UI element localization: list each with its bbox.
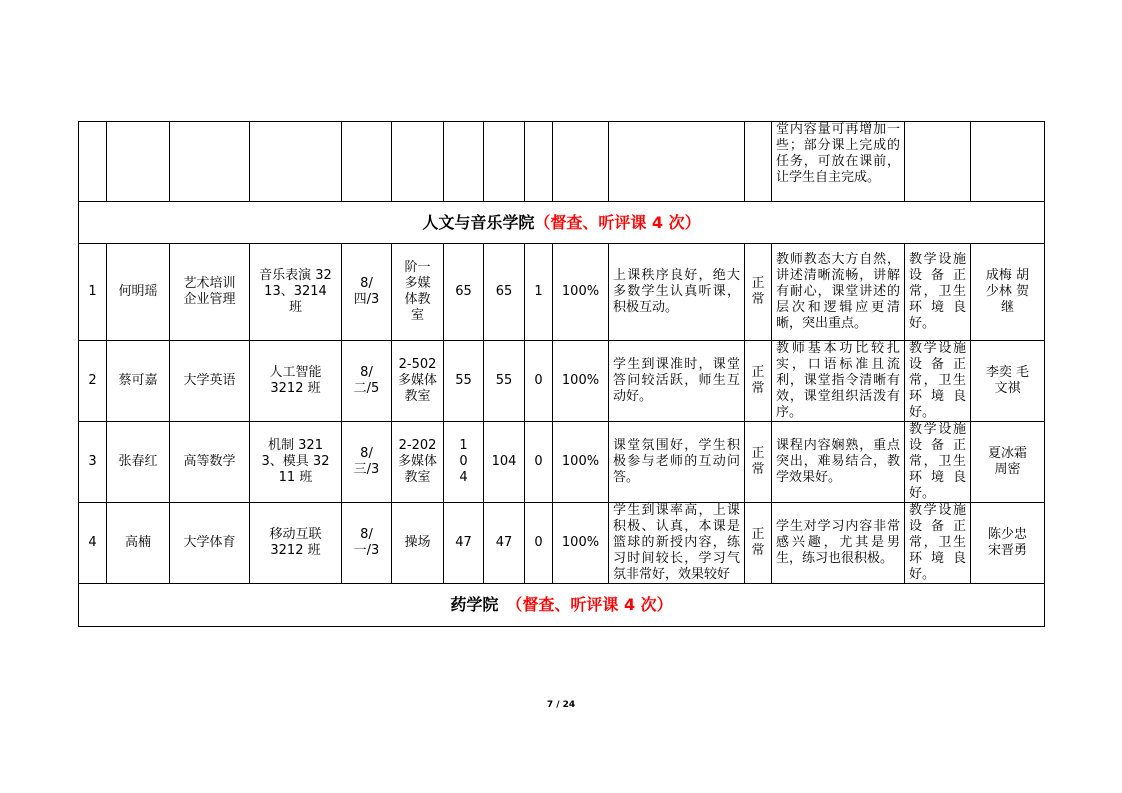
- table-row: [79, 341, 1045, 422]
- inspectors-cell: 李奕 毛文祺: [971, 341, 1045, 422]
- absent-count-cell: 0: [525, 422, 553, 503]
- class-order-cell: 学生到课准时，课堂答问较活跃，师生互动好。: [609, 341, 745, 422]
- attendance-rate-cell: 100%: [553, 244, 609, 341]
- row-number-cell: 3: [79, 422, 107, 503]
- section-title: 药学院: [450, 595, 499, 614]
- room-cell: 2-202多媒体教室: [392, 422, 444, 503]
- facility-cell: 教学设施设备正常，卫生环境良好。: [905, 341, 971, 422]
- expected-count-cell: 104: [444, 422, 484, 503]
- inspection-table: [78, 121, 1045, 627]
- absent-count-cell: 0: [525, 341, 553, 422]
- expected-count-cell: 55: [444, 341, 484, 422]
- room-cell: 操场: [392, 503, 444, 584]
- section-header-pharmacy: [79, 584, 1045, 627]
- teacher-cell: 蔡可嘉: [107, 341, 170, 422]
- actual-count-cell: 104: [484, 422, 525, 503]
- attendance-rate-cell: 100%: [553, 503, 609, 584]
- time-cell: 8/二/5: [342, 341, 392, 422]
- course-cell: 大学体育: [170, 503, 250, 584]
- inspectors-cell: 夏冰霜 周密: [971, 422, 1045, 503]
- evaluation-comment-cell: 学生对学习内容非常感兴趣，尤其是男生，练习也很积极。: [772, 503, 905, 584]
- inspectors-cell: 成梅 胡少林 贺继: [971, 244, 1045, 341]
- course-cell: 高等数学: [170, 422, 250, 503]
- class-cell: 机制 3213、模具 3211 班: [250, 422, 342, 503]
- class-cell: 音乐表演 3213、3214 班: [250, 244, 342, 341]
- time-cell: 8/三/3: [342, 422, 392, 503]
- actual-count-cell: 65: [484, 244, 525, 341]
- teacher-cell: 高楠: [107, 503, 170, 584]
- row-number-cell: 2: [79, 341, 107, 422]
- row-number-cell: 1: [79, 244, 107, 341]
- class-cell: 移动互联 3212 班: [250, 503, 342, 584]
- course-cell: 大学英语: [170, 341, 250, 422]
- time-cell: 8/一/3: [342, 503, 392, 584]
- expected-count-cell: 65: [444, 244, 484, 341]
- class-cell: 人工智能 3212 班: [250, 341, 342, 422]
- status-cell: 正常: [745, 341, 772, 422]
- status-cell: 正常: [745, 422, 772, 503]
- status-cell: 正常: [745, 244, 772, 341]
- teacher-cell: 张春红: [107, 422, 170, 503]
- table-row: [79, 503, 1045, 584]
- facility-cell: 教学设施设备正常，卫生环境良好。: [905, 503, 971, 584]
- page-number: 7 / 24: [546, 700, 576, 710]
- class-order-cell: 学生到课率高，上课积极、认真，本课是篮球的新授内容，练习时间较长，学习气氛非常好，效果较好: [609, 503, 745, 584]
- facility-cell: 教学设施设备正常，卫生环境良好。: [905, 244, 971, 341]
- evaluation-comment-cell: 教师教态大方自然，讲述清晰流畅，讲解有耐心，课堂讲述的层次和逻辑应更清晰，突出重点。: [772, 244, 905, 341]
- evaluation-comment-cell: 课程内容娴熟，重点突出，难易结合，教学效果好。: [772, 422, 905, 503]
- expected-count-cell: 47: [444, 503, 484, 584]
- absent-count-cell: 1: [525, 244, 553, 341]
- time-cell: 8/四/3: [342, 244, 392, 341]
- inspectors-cell: 陈少忠 宋晋勇: [971, 503, 1045, 584]
- attendance-rate-cell: 100%: [553, 341, 609, 422]
- absent-count-cell: 0: [525, 503, 553, 584]
- continued-comment-cell: 堂内容量可再增加一些；部分课上完成的任务，可放在课前，让学生自主完成。: [772, 122, 905, 202]
- attendance-rate-cell: 100%: [553, 422, 609, 503]
- table-row: [79, 244, 1045, 341]
- actual-count-cell: 47: [484, 503, 525, 584]
- class-order-cell: 上课秩序良好，绝大多数学生认真听课，积极互动。: [609, 244, 745, 341]
- continued-row: [79, 122, 1045, 202]
- section-title: 人文与音乐学院: [422, 212, 535, 232]
- actual-count-cell: 55: [484, 341, 525, 422]
- teacher-cell: 何明瑶: [107, 244, 170, 341]
- facility-cell: 教学设施设备正常，卫生环境良好。: [905, 422, 971, 503]
- row-number-cell: 4: [79, 503, 107, 584]
- section-header-humanities-music: [79, 202, 1045, 244]
- course-cell: 艺术培训企业管理: [170, 244, 250, 341]
- class-order-cell: 课堂氛围好，学生积极参与老师的互动问答。: [609, 422, 745, 503]
- section-note: （督查、听评课 4 次）: [534, 212, 701, 232]
- room-cell: 阶一多媒体教室: [392, 244, 444, 341]
- table-row: [79, 422, 1045, 503]
- section-note: （督查、听评课 4 次）: [514, 595, 673, 614]
- status-cell: 正常: [745, 503, 772, 584]
- room-cell: 2-502多媒体教室: [392, 341, 444, 422]
- evaluation-comment-cell: 教师基本功比较扎实，口语标准且流利，课堂指令清晰有效，课堂组织活泼有序。: [772, 341, 905, 422]
